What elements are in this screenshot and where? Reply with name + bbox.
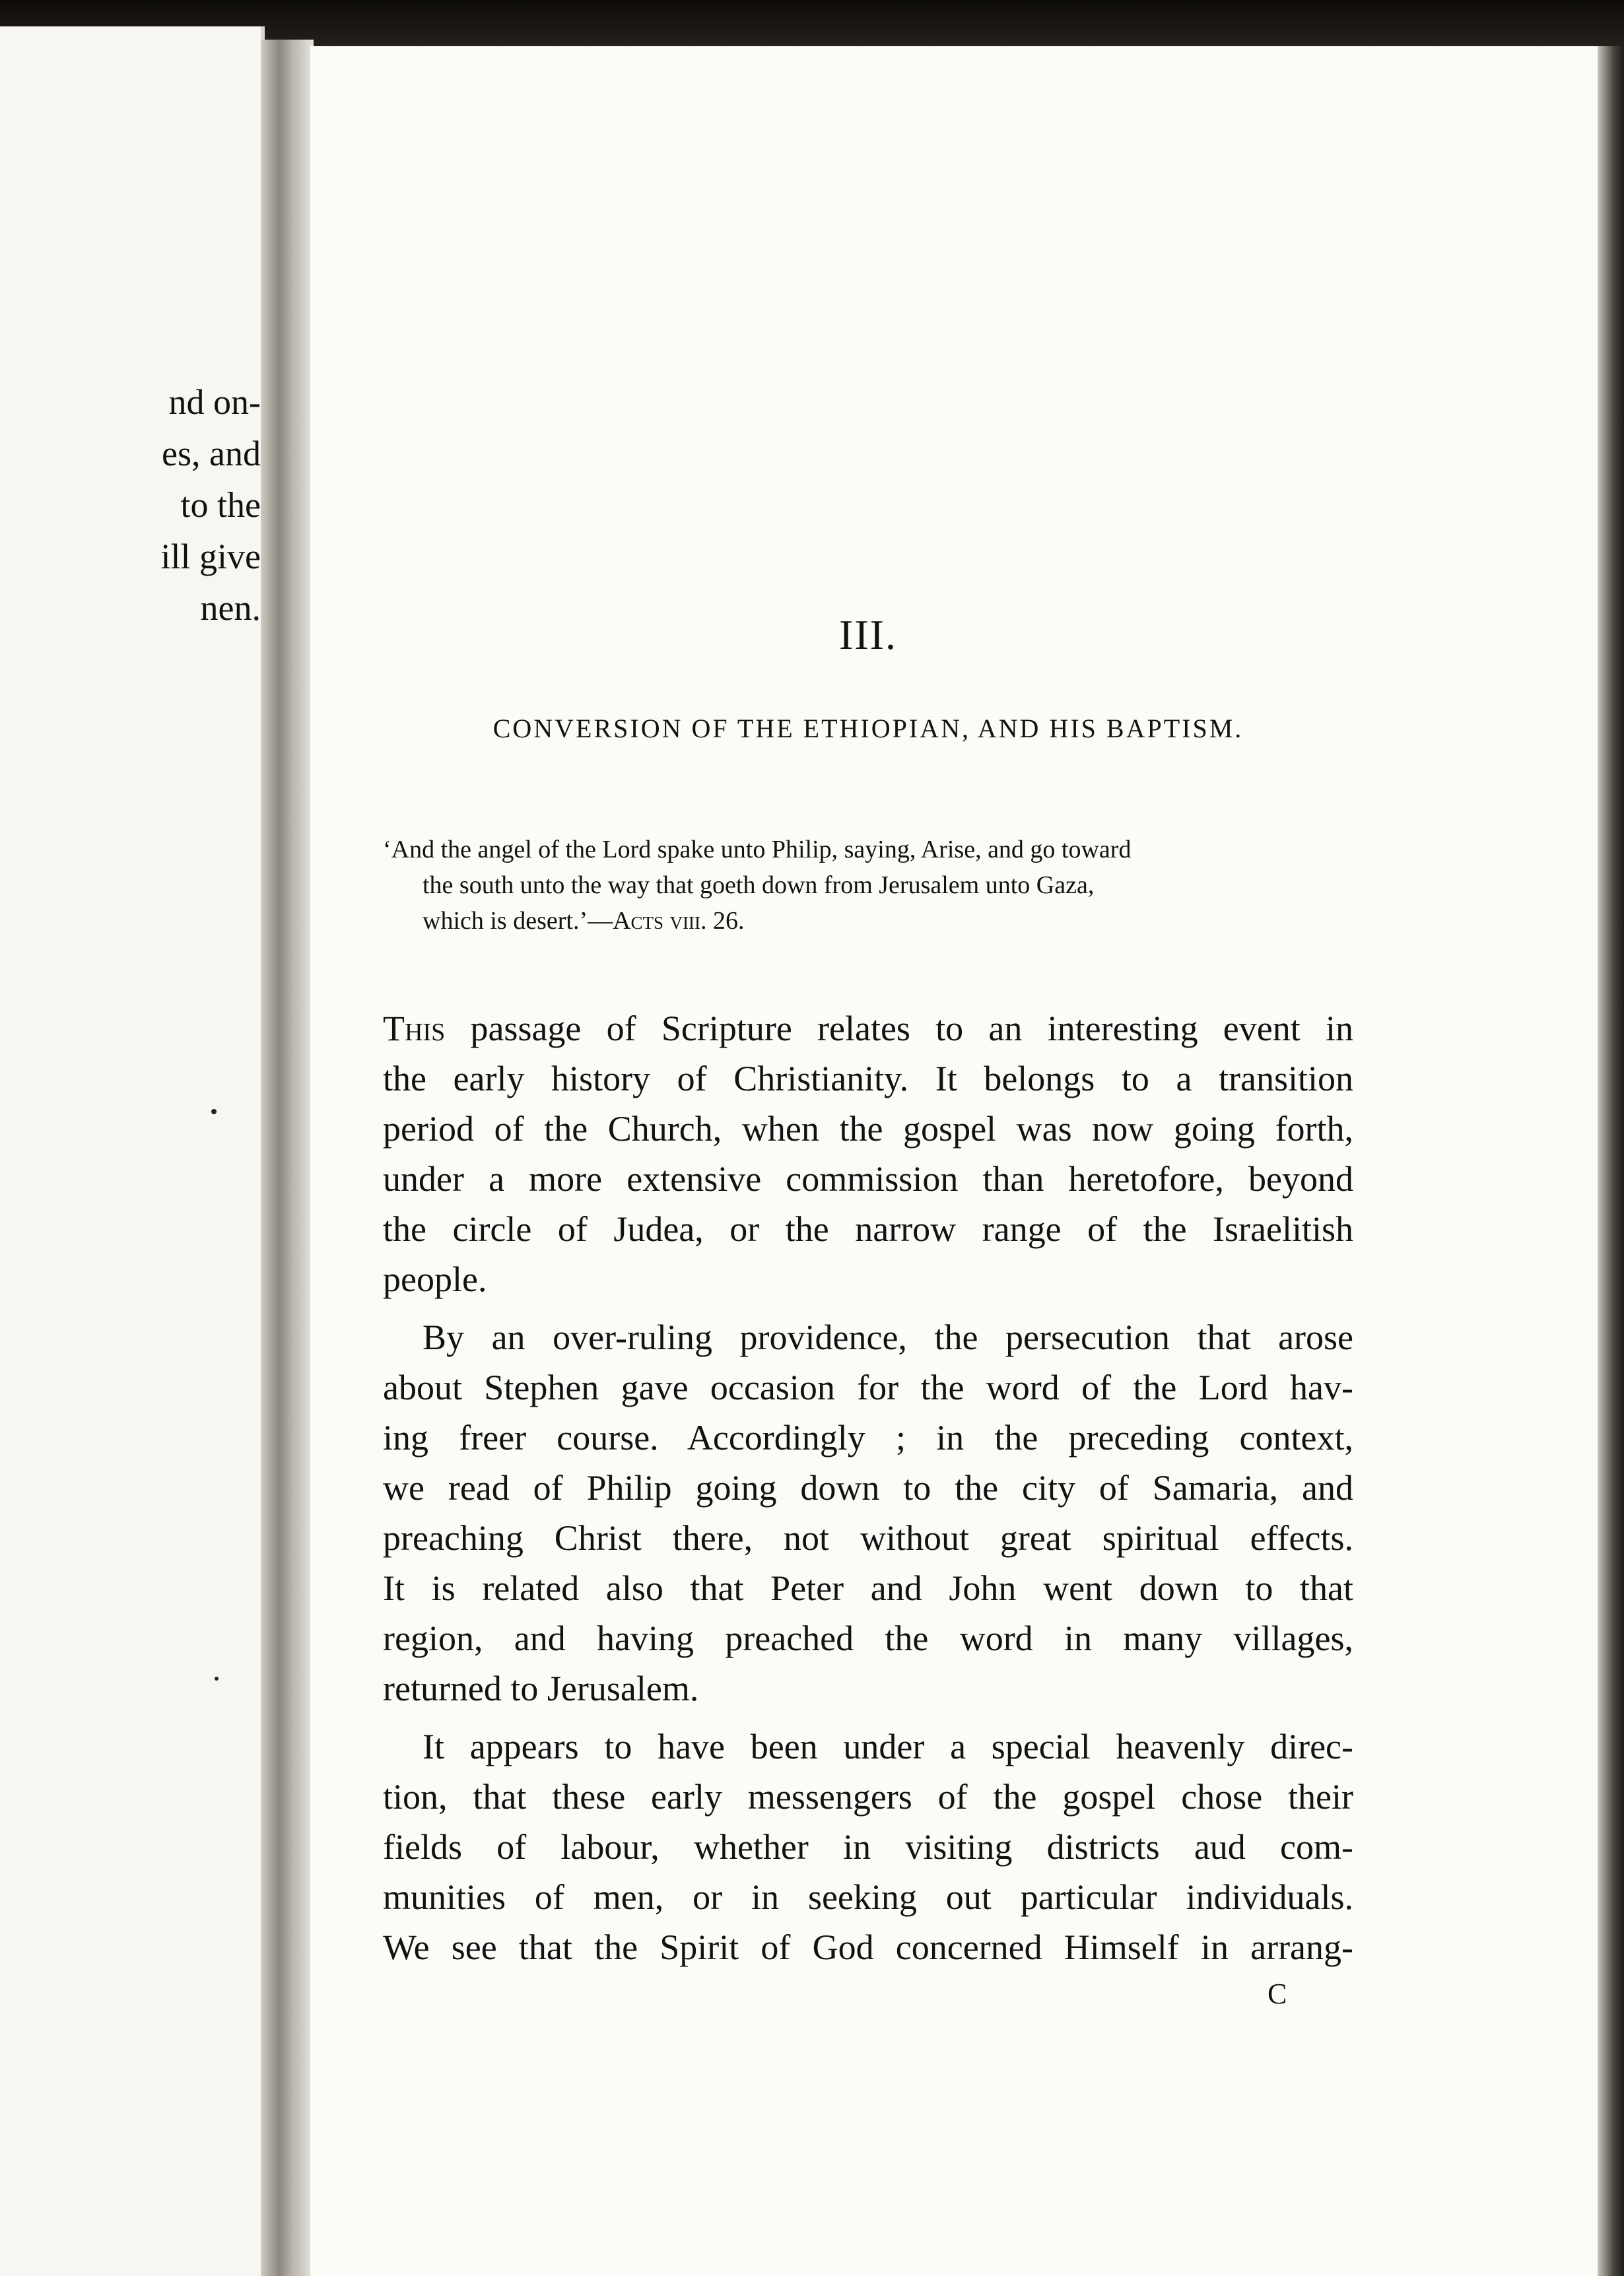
text-line: the early history of Christianity. It belongs to a transition [383,1059,1353,1098]
text-line: people. [383,1259,487,1299]
left-page-line: to the [180,485,261,525]
left-page-line: es, and [162,434,261,473]
text-line: period of the Church, when the gospel was now going forth, [383,1109,1353,1149]
text-line: tion, that these early messengers of the gospel chose their [383,1777,1353,1817]
epigraph-line: ‘And the angel of the Lord spake unto Philip, saying, Arise, and go toward [383,836,1132,863]
text-line: returned to Jerusalem. [383,1669,699,1708]
body-text [383,1003,1353,1980]
right-page [310,46,1617,2276]
paragraph [383,1722,1353,1972]
printer-signature-mark: C [1268,1978,1287,2010]
chapter-title: CONVERSION OF THE ETHIOPIAN, AND HIS BAPTISM. [492,714,1244,743]
epigraph-text: which is desert.’— [423,907,613,935]
text-line: about Stephen gave occasion for the word of the Lord hav- [383,1368,1353,1407]
ink-speck [215,1677,219,1681]
right-page-edge [1598,46,1624,2276]
left-page-line: ill give [160,537,261,576]
chapter-number: III. [839,611,897,658]
paragraph [383,1003,1353,1304]
text-line: It appears to have been under a special heavenly direc- [423,1727,1353,1766]
text-line: We see that the Spirit of God concerned Himself in arrang- [383,1927,1353,1967]
text-line: fields of labour, whether in visiting districts aud com- [383,1827,1353,1867]
epigraph-line [383,903,1353,939]
paragraph [383,1312,1353,1714]
left-facing-page [0,26,265,2276]
left-page-line: nd on- [168,382,261,422]
ink-speck [211,1109,217,1114]
text-line: It is related also that Peter and John went down to that [383,1568,1353,1608]
epigraph-citation: Acts viii. 26. [613,907,745,935]
left-page-line: nen. [200,588,261,628]
text-line: preaching Christ there, not without great spiritual effects. [383,1518,1353,1558]
text-line: munities of men, or in seeking out particular individuals. [383,1877,1353,1917]
text-line-rest: passage of Scripture relates to an interesting event in [445,1009,1353,1048]
epigraph-line: the south unto the way that goeth down from Jerusalem unto Gaza, [423,871,1095,899]
left-page-text [89,376,261,634]
epigraph [383,832,1353,939]
text-line: the circle of Judea, or the narrow range of the Israelitish [383,1209,1353,1249]
text-line: ing freer course. Accordingly ; in the preceding context, [383,1418,1353,1457]
text-line: By an over-ruling providence, the persecution that arose [423,1318,1353,1357]
text-line [383,1003,1353,1054]
paragraph-lead-word: This [383,1009,446,1048]
text-line: region, and having preached the word in many villages, [383,1619,1353,1658]
text-line: under a more extensive commission than heretofore, beyond [383,1159,1353,1199]
book-gutter [261,40,314,2276]
text-line: we read of Philip going down to the city of Samaria, and [383,1468,1353,1508]
